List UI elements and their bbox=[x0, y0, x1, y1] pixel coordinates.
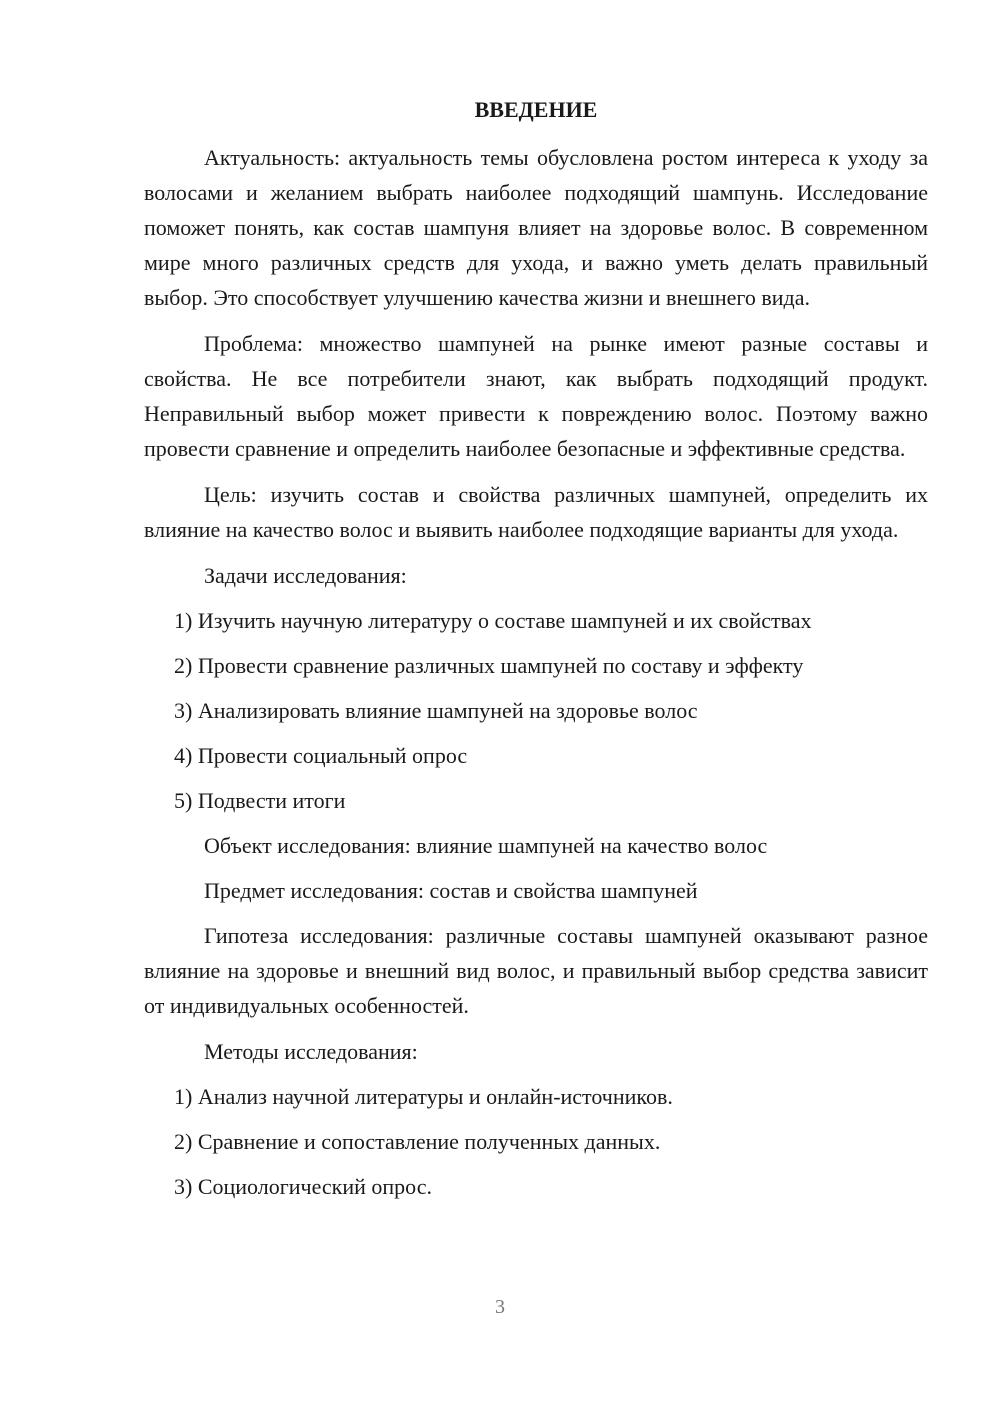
method-item: 3) Социологический опрос. bbox=[174, 1174, 432, 1199]
task-item: 2) Провести сравнение различных шампуней по составу и эффекту bbox=[174, 653, 804, 678]
task-item: 4) Провести социальный опрос bbox=[174, 743, 468, 768]
task-item: 3) Анализировать влияние шампуней на здоровье волос bbox=[174, 698, 698, 723]
goal-paragraph: Цель: изучить состав и свойства различных шампуней, определить их влияние на качество волос и выявить наиболее подходящие варианты для ухода. bbox=[144, 482, 928, 542]
method-item: 1) Анализ научной литературы и онлайн-источников. bbox=[174, 1084, 673, 1109]
task-item: 1) Изучить научную литературу о составе шампуней и их свойствах bbox=[174, 608, 812, 633]
page-number: 3 bbox=[495, 1296, 505, 1318]
document-page bbox=[144, 94, 928, 1214]
tasks-heading: Задачи исследования: bbox=[204, 563, 407, 588]
relevance-paragraph: Актуальность: актуальность темы обусловлена ростом интереса к уходу за волосами и желанием выбрать наиболее подходящий шампунь. Исследование поможет понять, как состав шампуня влияет на здоровье волос. В современном мире много различных средств для ухода, и важно уметь делать правильный выбор. Это способствует улучшению качества жизни и внешнего вида. bbox=[144, 145, 928, 310]
task-item: 5) Подвести итоги bbox=[174, 788, 346, 813]
subject-line: Предмет исследования: состав и свойства шампуней bbox=[204, 878, 698, 903]
problem-paragraph: Проблема: множество шампуней на рынке имеют разные составы и свойства. Не все потребители знают, как выбрать подходящий продукт. Неправильный выбор может привести к повреждению волос. Поэтому важно провести сравнение и определить наиболее безопасные и эффективные средства. bbox=[144, 331, 928, 461]
section-title: ВВЕДЕНИЕ bbox=[474, 97, 598, 122]
hypothesis-paragraph: Гипотеза исследования: различные составы шампуней оказывают разное влияние на здоровье и внешний вид волос, и правильный выбор средства зависит от индивидуальных особенностей. bbox=[144, 923, 928, 1018]
methods-heading: Методы исследования: bbox=[204, 1039, 418, 1064]
method-item: 2) Сравнение и сопоставление полученных данных. bbox=[174, 1129, 661, 1154]
object-line: Объект исследования: влияние шампуней на качество волос bbox=[204, 833, 768, 858]
